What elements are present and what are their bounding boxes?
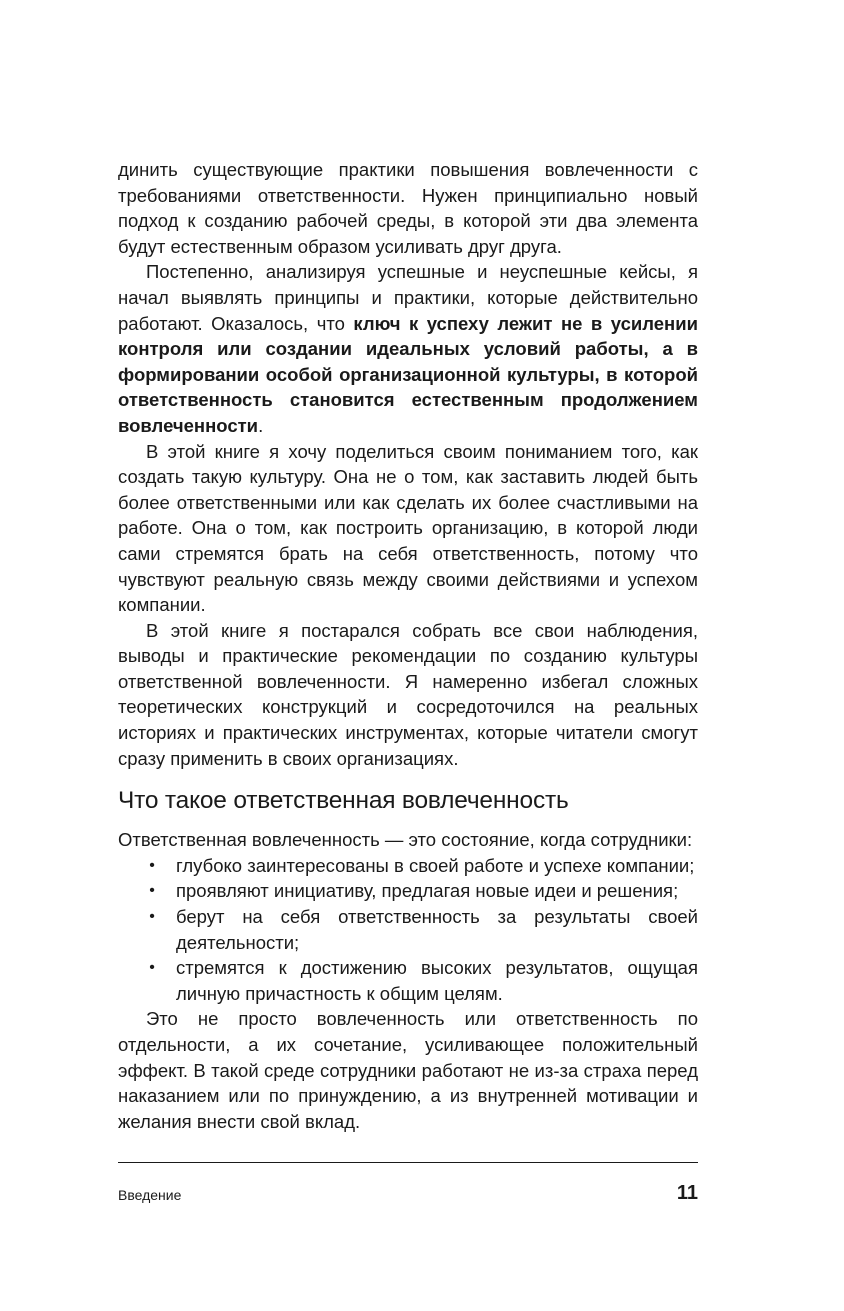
paragraph-key-insight: [118, 259, 698, 438]
running-footer-section: Введение: [118, 1187, 182, 1203]
bullet-list: [118, 853, 698, 1007]
paragraph-book-content: В этой книге я постарался собрать все свои наблюдения, выводы и практические рекомендации по созданию культуры ответственной вовлеченности. Я намеренно избегал сложных теоретических конструкций и сосредоточился на реальных историях и практических инструментах, которые читатели смогут сразу применить в своих организациях.: [118, 619, 698, 769]
page-number: 11: [676, 1182, 698, 1204]
bullet-icon: •: [149, 856, 155, 874]
list-item: • проявляют инициативу, предлагая новые идеи и решения;: [118, 878, 698, 904]
paragraph-text: .: [258, 414, 264, 436]
bold-emphasis: ключ к успеху лежит не в усилении контроля или создании идеальных условий работы, а в формировании особой организационной культуры, в которой ответственность становится естественным продолжением вовлеченности: [118, 312, 698, 436]
section-heading: Что такое ответственная вовлеченность: [118, 787, 569, 815]
section-closing-paragraph: Это не просто вовлеченность или ответственность по отдельности, а их сочетание, усиливающее положительный эффект. В такой среде сотрудники работают не из-за страха перед наказанием или по принуждению, а из внутренней мотивации и желания внести свой вклад.: [118, 1008, 698, 1132]
paragraph-text: Постепенно, анализируя успешные и неуспешные кейсы, я начал выявлять принципы и практики, которые действительно работают. Оказалось, что: [118, 261, 698, 334]
list-item: • стремятся к достижению высоких результатов, ощущая личную причастность к общим целям.: [118, 955, 698, 1006]
list-item: • глубоко заинтересованы в своей работе и успехе компании;: [118, 853, 698, 879]
paragraph-book-purpose: В этой книге я хочу поделиться своим пониманием того, как создать такую культуру. Она не о том, как заставить людей быть более ответственными или как сделать их более счастливыми на работе. Она о том, как построить организацию, в которой люди сами стремятся брать на себя ответственность, потому что чувствуют реальную связь между своими действиями и успехом компании.: [118, 440, 698, 616]
bullet-icon: •: [149, 882, 155, 900]
list-item: • берут на себя ответственность за результаты своей деятельности;: [118, 904, 698, 955]
paragraph-continuation: динить существующие практики повышения вовлеченности с требованиями ответственности. Нужен принципиально новый подход к созданию рабочей среды, в которой эти два элемента будут естественным образом усиливать друг друга.: [118, 159, 698, 257]
body-text: [118, 157, 698, 1134]
bullet-icon: •: [149, 959, 155, 977]
bullet-icon: •: [149, 908, 155, 926]
section-intro: Ответственная вовлеченность — это состояние, когда сотрудники:: [118, 829, 693, 851]
footer-divider: [118, 1162, 698, 1163]
